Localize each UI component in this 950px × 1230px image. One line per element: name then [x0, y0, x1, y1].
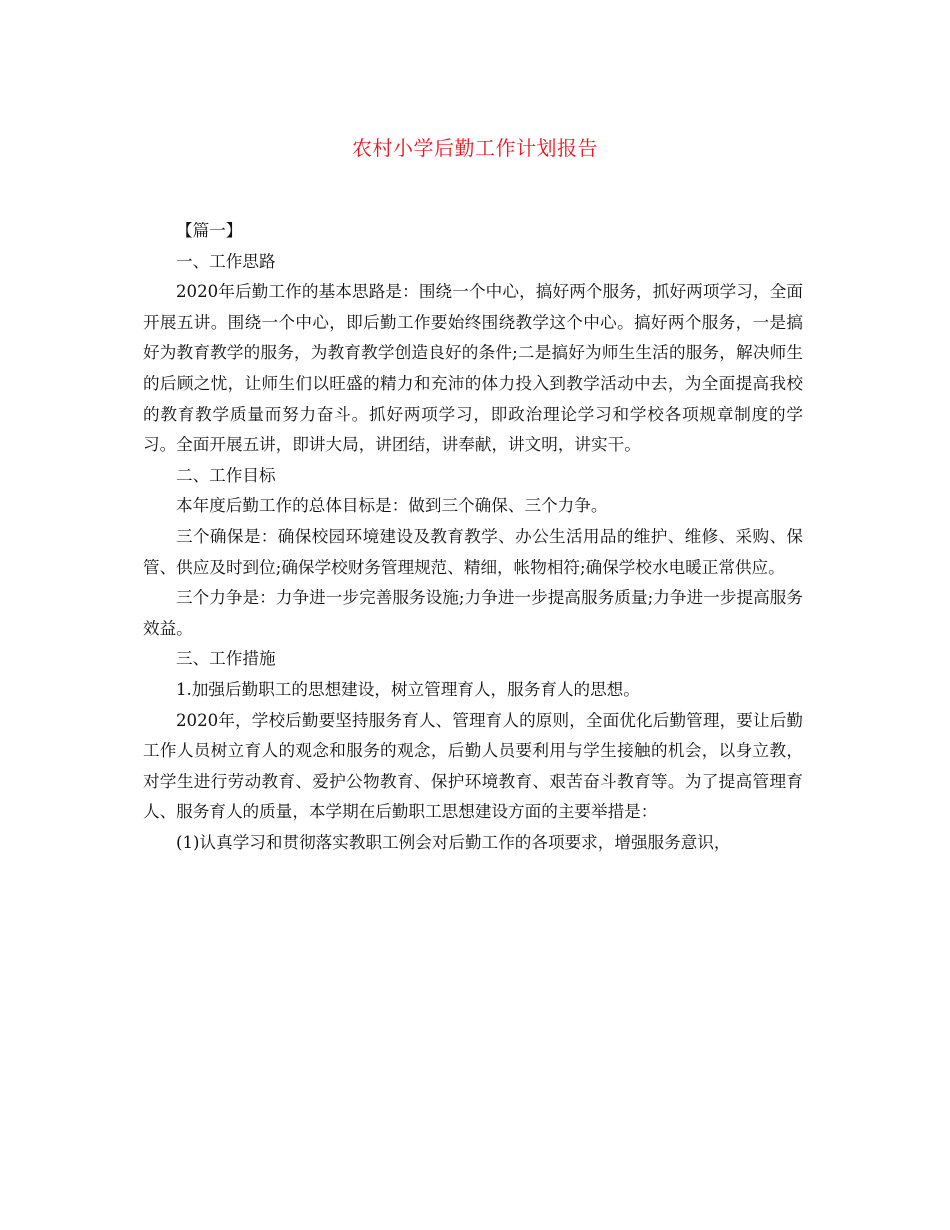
document-body — [143, 216, 803, 858]
item-1: 1.加强后勤职工的思想建设，树立管理育人，服务育人的思想。 — [176, 679, 640, 699]
paragraph-three-strives: 三个力争是：力争进一步完善服务设施;力争进一步提高服务质量;力争进一步提高服务效益。 — [143, 588, 803, 638]
section-marker: 【篇一】 — [176, 221, 243, 240]
paragraph-three-ensures: 三个确保是：确保校园环境建设及教育教学、办公生活用品的维护、维修、采购、保管、供应及时到位;确保学校财务管理规范、精细，帐物相符;确保学校水电暖正常供应。 — [143, 526, 803, 577]
heading-work-goals: 二、工作目标 — [176, 465, 276, 485]
paragraph-goals-overview: 本年度后勤工作的总体目标是：做到三个确保、三个力争。 — [176, 496, 608, 516]
heading-work-approach: 一、工作思路 — [176, 251, 276, 271]
sub-item-1: (1)认真学习和贯彻落实教职工例会对后勤工作的各项要求，增强服务意识， — [176, 832, 731, 852]
heading-work-measures: 三、工作措施 — [176, 649, 276, 669]
paragraph-measures-detail: 2020年，学校后勤要坚持服务育人、管理育人的原则，全面优化后勤管理，要让后勤工作人员树立育人的观念和服务的观念，后勤人员要利用与学生接触的机会，以身立教，对学生进行劳动教育、爱护公物教育、保护环境教育、艰苦奋斗教育等。为了提高管理育人、服务育人的质量，本学期在后勤职工思想建设方面的主要举措是： — [143, 710, 803, 822]
paragraph-approach: 2020年后勤工作的基本思路是：围绕一个中心，搞好两个服务，抓好两项学习，全面开展五讲。围绕一个中心，即后勤工作要始终围绕教学这个中心。搞好两个服务，一是搞好为教育教学的服务，为教育教学创造良好的条件;二是搞好为师生生活的服务，解决师生的后顾之忧，让师生们以旺盛的精力和充沛的体力投入到教学活动中去，为全面提高我校的教育教学质量而努力奋斗。抓好两项学习，即政治理论学习和学校各项规章制度的学习。全面开展五讲，即讲大局，讲团结，讲奉献，讲文明，讲实干。 — [143, 282, 803, 455]
document-title: 农村小学后勤工作计划报告 — [352, 136, 598, 160]
